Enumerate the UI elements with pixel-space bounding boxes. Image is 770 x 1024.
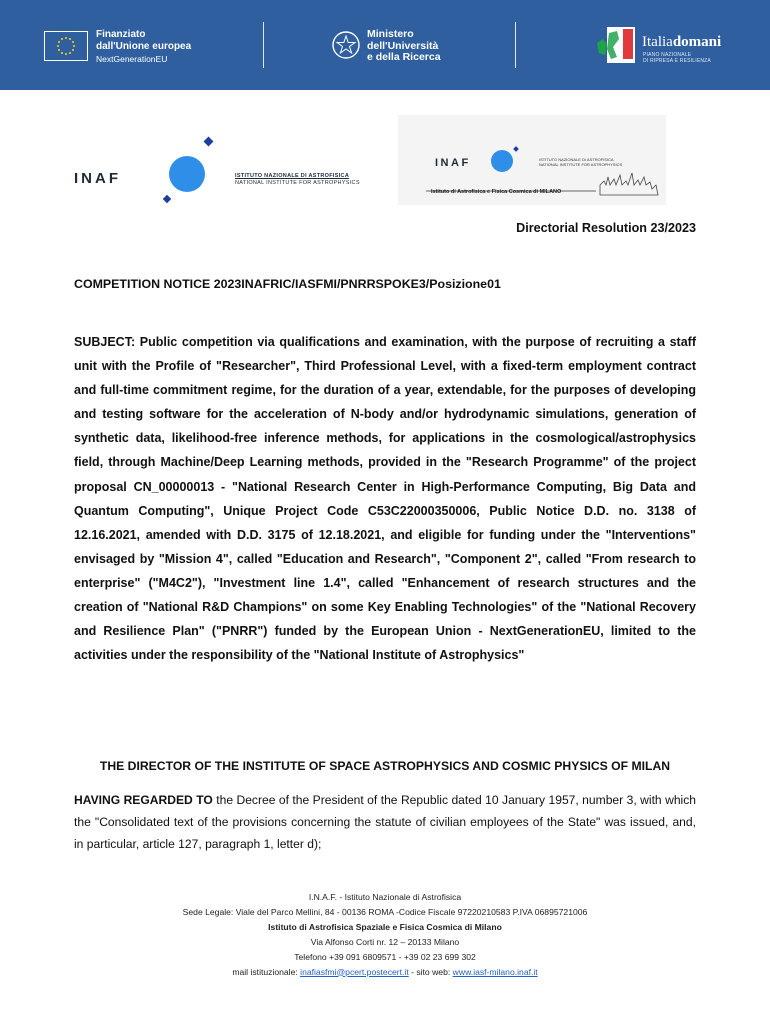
subject-paragraph: SUBJECT: Public competition via qualifications and examination, with the purpose of recruiting a staff unit with the Profile of "Researcher", Third Professional Level, with a fixed-term employment contract and full-time commitment regime, for the duration of a year, extendable, for the purposes of developing and testing software for the acceleration of N-body and/or hydrodynamic simulations, generation of synthetic data, likelihood-free inference methods, for applications in the cosmological/astrophysics field, through Machine/Deep Learning methods, provided in the "Research Programme" of the project proposal CN_00000013 - "National Research Center in High-Performance Computing, Big Data and Quantum Computing", Unique Project Code C53C22000350006, Public Notice D.D. no. 3138 of 12.16.2021, amended with D.D. 3175 of 12.18.2021, and eligible for funding under the "Interventions" envisaged by "Mission 4", called "Education and Research", "Component 2", called "From research to enterprise" ("M4C2"), "Investment line 1.4", called "Enhancement of research structures and the creation of "National R&D Champions" on some Key Enabling Technologies" of the "National Recovery and Resilience Plan" ("PNRR") funded by the European Union - NextGenerationEU, limited to the activities under the responsibility of the "National Institute of Astrophysics" (74, 335, 696, 663)
page-footer (0, 890, 770, 979)
top-banner (0, 0, 770, 90)
regarded-lead: HAVING REGARDED TO (74, 793, 213, 807)
director-heading: THE DIRECTOR OF THE INSTITUTE OF SPACE ASTROPHYSICS AND COSMIC PHYSICS OF MILAN (99, 759, 671, 773)
regarded-body: the Decree of the President of the Republic dated 10 January 1957, number 3, with which the "Consolidated text of the provisions concerning the statute of civilian employees of the State" was issued, and, in particular, article 127, paragraph 1, letter d); (74, 793, 697, 851)
eu-funding-label: Finanziato dall'Unione europea NextGenerationEU (96, 29, 192, 64)
banner-divider (263, 22, 264, 68)
website-link[interactable]: www.iasf-milano.inaf.it (452, 966, 538, 977)
inaf-small-wordmark: INAF (435, 157, 471, 169)
resolution-number: Directorial Resolution 23/2023 (516, 221, 696, 235)
footer-line: Telefono +39 091 6809571 - +39 02 23 699 302 (294, 951, 476, 962)
footer-line: I.N.A.F. - Istituto Nazionale di Astrofisica (308, 892, 462, 902)
iasf-milano-logo (398, 115, 666, 205)
inaf-institute-name: ISTITUTO NAZIONALE DI ASTROFISICA NATIONAL INSTITUTE FOR ASTROPHYSICS (235, 173, 360, 186)
milan-cathedral-skyline-icon (598, 167, 660, 197)
italian-republic-emblem-icon (331, 30, 361, 60)
eu-flag-icon (44, 31, 88, 61)
footer-line: Istituto di Astrofisica Spaziale e Fisica Cosmica di Milano (268, 921, 502, 932)
italia-domani-logo-icon (593, 25, 639, 65)
pnrr-label: PIANO NAZIONALE DI RIPRESA E RESILIENZA (643, 52, 711, 64)
footer-line: Sede Legale: Viale del Parco Mellini, 84 - 00136 ROMA -Codice Fiscale 97220210583 P.IVA 06895721006 (182, 906, 588, 917)
iasf-milano-label: Istituto di Astrofisica e Fisica Cosmica di MILANO (431, 189, 562, 195)
italia-domani-wordmark: Italiadomani (642, 34, 722, 50)
inaf-logo (74, 134, 384, 210)
regarded-paragraph (74, 789, 696, 855)
ministry-label: Ministero dell'Università e della Ricerca (367, 28, 441, 63)
mail-label: mail istituzionale: (232, 966, 301, 977)
inaf-small-planet-icon (484, 145, 524, 175)
site-label: - sito web: (408, 966, 453, 977)
email-link[interactable]: inafiasfmi@pcert.postecert.it (300, 966, 409, 977)
inaf-planet-icon (160, 134, 220, 210)
competition-notice-code: COMPETITION NOTICE 2023INAFRIC/IASFMI/PNRRSPOKE3/Posizione01 (74, 277, 501, 291)
footer-line: Via Alfonso Corti nr. 12 – 20133 Milano (310, 936, 460, 947)
banner-divider (515, 22, 516, 68)
footer-contacts (0, 965, 770, 980)
inaf-small-institute-name: ISTITUTO NAZIONALE DI ASTROFISICA NATIONAL INSTITUTE FOR ASTROPHYSICS (539, 157, 623, 167)
inaf-wordmark: INAF (74, 170, 121, 187)
